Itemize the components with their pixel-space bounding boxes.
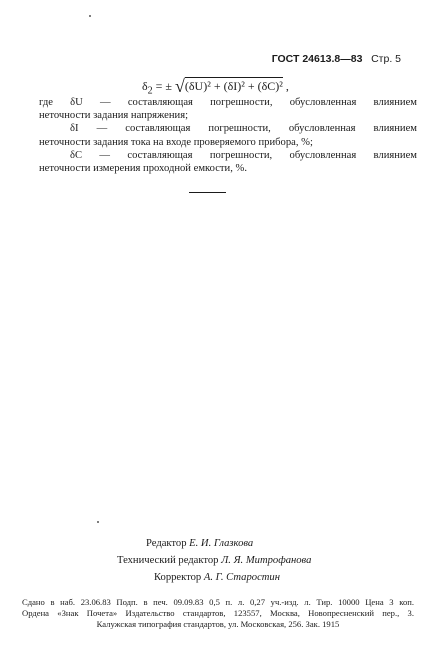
formula-equals: = ±	[152, 79, 176, 93]
editor-role: Корректор	[154, 572, 202, 583]
formula-radicand: (δU)² + (δI)² + (δC)²	[184, 79, 283, 93]
definition-line: δC — составляющая погрешности, обусловленная влиянием	[70, 149, 417, 161]
editor-name: Е. И. Глазкова	[189, 538, 254, 549]
definition-line: неточности измерения проходной емкости, %.	[39, 163, 247, 175]
editor-row	[117, 552, 311, 569]
definitions-block	[39, 96, 417, 175]
error-formula	[142, 76, 289, 97]
editor-role: Технический редактор	[117, 555, 219, 566]
print-speck	[97, 521, 99, 523]
imprint-line: Калужская типография стандартов, ул. Московская, 256. Зак. 1915	[96, 619, 340, 629]
editor-row	[117, 535, 311, 552]
editor-name: Л. Я. Митрофанова	[221, 555, 312, 566]
section-divider	[189, 192, 226, 193]
editor-row	[117, 569, 311, 586]
imprint-line: Ордена «Знак Почета» Издательство стандартов, 123557, Москва, Новопресненский пер., 3.	[22, 608, 414, 618]
definition-line: неточности задания напряжения;	[39, 110, 189, 122]
definition-line: неточности задания тока на входе проверяемого прибора, %;	[39, 136, 313, 148]
formula-lhs: δ	[142, 79, 148, 93]
editor-role: Редактор	[146, 538, 187, 549]
page-number: Стр. 5	[371, 53, 401, 65]
editor-name: А. Г. Старостин	[203, 572, 280, 583]
formula-lhs-subscript: 2	[147, 85, 153, 97]
definition-line: δI — составляющая погрешности, обусловленная влиянием	[70, 123, 417, 135]
standard-number: ГОСТ 24613.8—83	[271, 53, 363, 65]
formula-end: ,	[282, 79, 289, 93]
editors-credits	[117, 535, 311, 586]
square-root-sign: √	[175, 76, 185, 96]
definition-line: где δU — составляющая погрешности, обусловленная влиянием	[39, 97, 417, 108]
imprint-block	[22, 597, 414, 630]
page-header	[272, 53, 401, 65]
print-speck	[89, 15, 91, 17]
imprint-line: Сдано в наб. 23.06.83 Подп. в печ. 09.09.83 0,5 п. л. 0,27 уч.-изд. л. Тир. 10000 Цена 3 коп.	[22, 597, 414, 607]
